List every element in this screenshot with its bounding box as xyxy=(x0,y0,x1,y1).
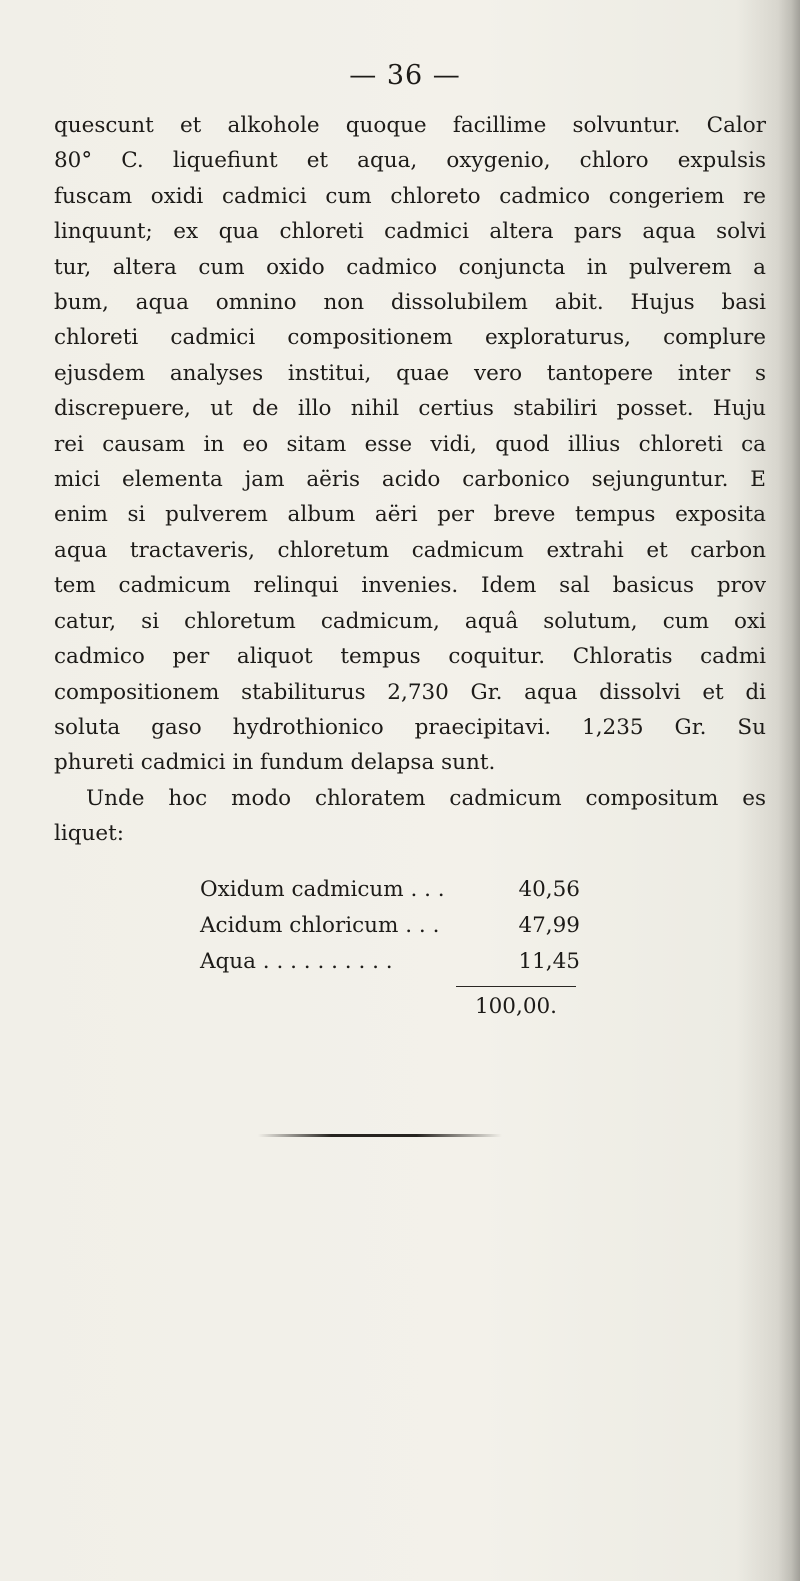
text-line: mici elementa jam aëris acido carbonico sejunguntur. E xyxy=(54,467,766,493)
text-line: soluta gaso hydrothionico praecipitavi. 1,235 Gr. Su xyxy=(54,714,766,740)
text-line: phureti cadmici in fundum delapsa sunt. xyxy=(54,750,496,776)
table-row xyxy=(200,908,580,944)
text-line: rei causam in eo sitam esse vidi, quod illius chloreti ca xyxy=(54,431,766,457)
text-line: aqua tractaveris, chloretum cadmicum extrahi et carbon xyxy=(54,537,766,563)
text-line: enim si pulverem album aëri per breve tempus exposita xyxy=(54,502,766,528)
sum-rule xyxy=(456,986,576,987)
text-line: cadmico per aliquot tempus coquitur. Chloratis cadmi xyxy=(54,644,766,670)
section-end-rule xyxy=(258,1134,502,1137)
text-line: ejusdem analyses institui, quae vero tantopere inter s xyxy=(54,360,766,386)
table-total: 100,00. xyxy=(474,994,558,1019)
table-row xyxy=(200,944,580,980)
text-line: tem cadmicum relinqui invenies. Idem sal basicus prov xyxy=(54,573,766,599)
row-label: Aqua . . . . . . . . . . xyxy=(200,949,393,974)
composition-table xyxy=(200,872,580,980)
text-line: Unde hoc modo chloratem cadmicum compositum es xyxy=(86,785,766,811)
page-number: — 36 — xyxy=(349,60,461,91)
text-line: 80° C. liquefiunt et aqua, oxygenio, chloro expulsis xyxy=(54,148,766,174)
row-value: 47,99 xyxy=(518,913,580,938)
text-line: linquunt; ex qua chloreti cadmici altera pars aqua solvi xyxy=(54,219,766,245)
text-line: chloreti cadmici compositionem exploraturus, complure xyxy=(54,325,766,351)
text-line: liquet: xyxy=(54,821,124,847)
text-line: catur, si chloretum cadmicum, aquâ solutum, cum oxi xyxy=(54,608,766,634)
text-line: discrepuere, ut de illo nihil certius stabiliri posset. Huju xyxy=(54,396,766,422)
table-row xyxy=(200,872,580,908)
page-gutter-shadow xyxy=(778,0,800,1581)
row-label: Oxidum cadmicum . . . xyxy=(200,877,445,902)
text-line: fuscam oxidi cadmici cum chloreto cadmico congeriem re xyxy=(54,183,766,209)
text-line: quescunt et alkohole quoque facillime solvuntur. Calor xyxy=(54,113,766,138)
text-line: tur, altera cum oxido cadmico conjuncta in pulverem a xyxy=(54,254,766,280)
text-line: bum, aqua omnino non dissolubilem abit. Hujus basi xyxy=(54,290,766,316)
text-line: compositionem stabiliturus 2,730 Gr. aqua dissolvi et di xyxy=(54,679,766,705)
row-value: 40,56 xyxy=(518,877,580,902)
row-value: 11,45 xyxy=(518,949,580,974)
body-text xyxy=(54,108,766,852)
row-label: Acidum chloricum . . . xyxy=(200,913,440,938)
